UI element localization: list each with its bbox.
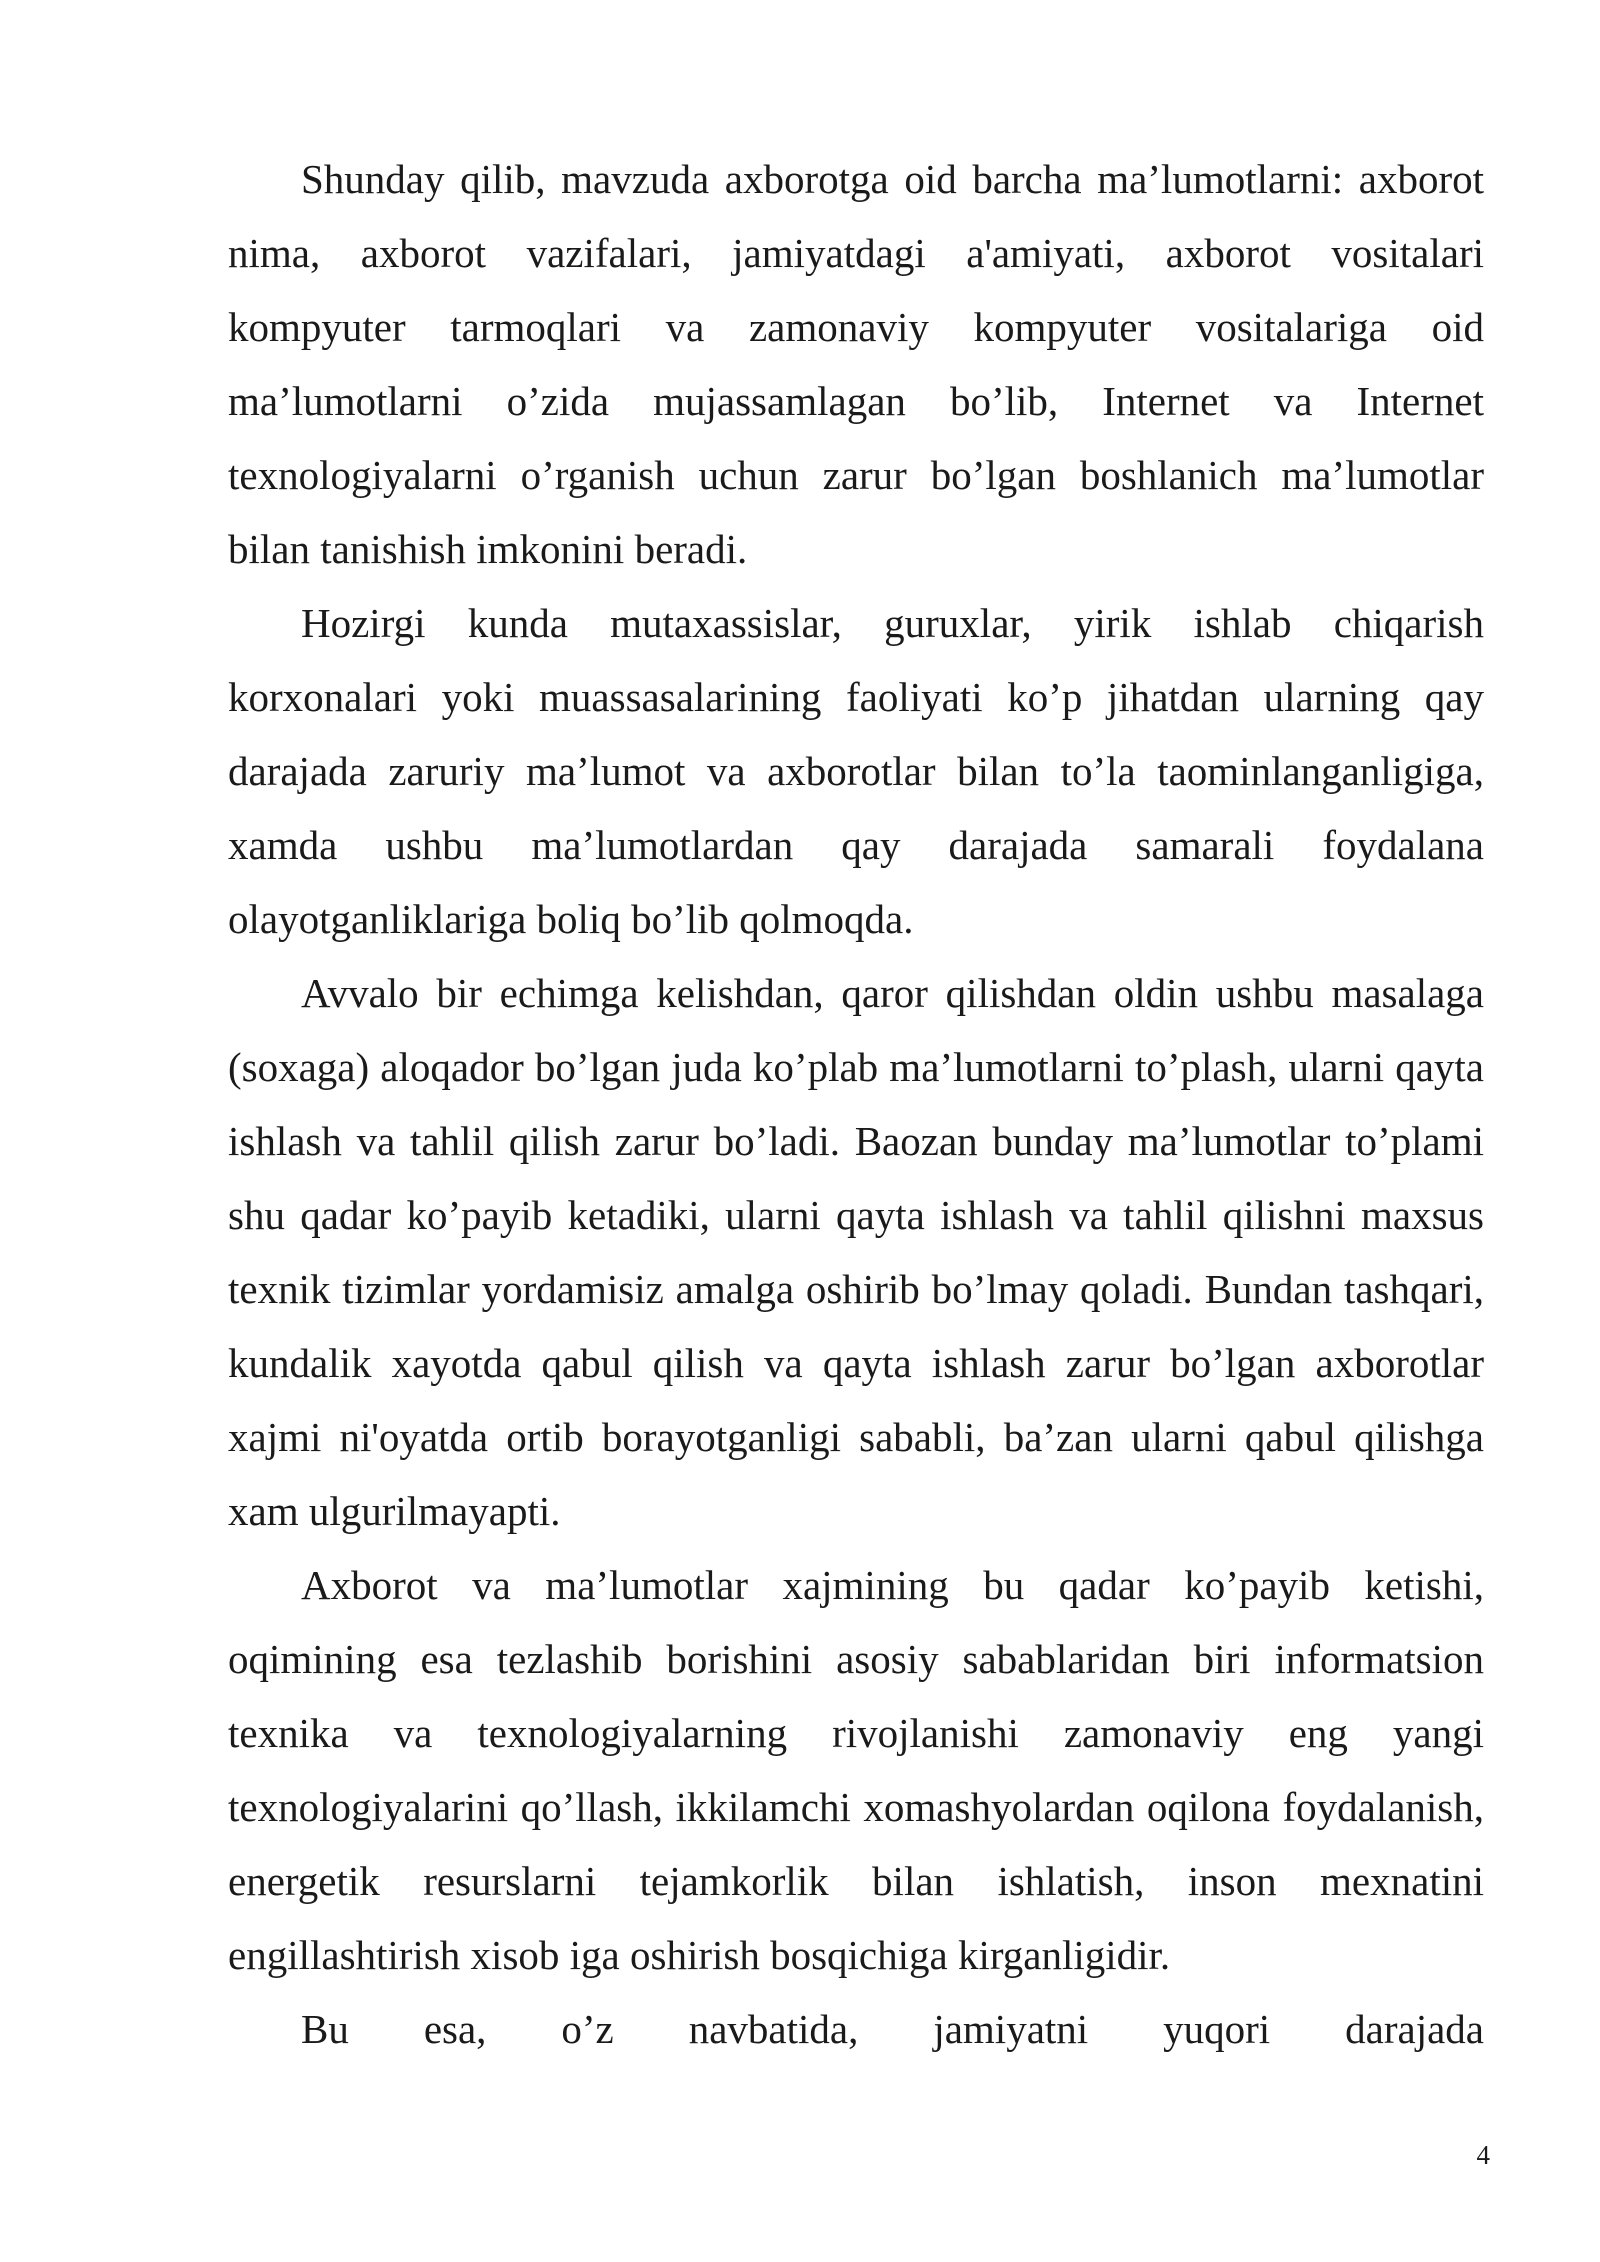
paragraph-1: Shunday qilib, mavzuda axborotga oid barcha ma’lumotlarni: axborot nima, axborot vazifalari, jamiyatdagi a'amiyati, axborot vositalari kompyuter tarmoqlari va zamonaviy kompyuter vositalariga oid ma’lumotlarni o’zida mujassamlagan bo’lib, Internet va Internet texnologiyalarni o’rganish uchun zarur bo’lgan boshlanich ma’lumotlar bilan tanishish imkonini beradi. <box>228 156 1484 572</box>
paragraph-5: Bu esa, o’z navbatida, jamiyatni yuqori darajada <box>301 2006 1484 2052</box>
body-text <box>228 142 1484 2066</box>
page-number: 4 <box>1476 2140 1490 2170</box>
paragraph-4: Axborot va ma’lumotlar xajmining bu qadar ko’payib ketishi, oqimining esa tezlashib borishini asosiy sabablaridan biri informatsion texnika va texnologiyalarning rivojlanishi zamonaviy eng yangi texnologiyalarini qo’llash, ikkilamchi xomashyolardan oqilona foydalanish, energetik resurslarni tejamkorlik bilan ishlatish, inson mexnatini engillashtirish xisob iga oshirish bosqichiga kirganligidir. <box>228 1562 1484 1978</box>
paragraph-2: Hozirgi kunda mutaxassislar, guruxlar, yirik ishlab chiqarish korxonalari yoki muassasalarining faoliyati ko’p jihatdan ularning qay darajada zaruriy ma’lumot va axborotlar bilan to’la taominlanganligiga, xamda ushbu ma’lumotlardan qay darajada samarali foydalana olayotganliklariga boliq bo’lib qolmoqda. <box>228 600 1484 942</box>
paragraph-3: Avvalo bir echimga kelishdan, qaror qilishdan oldin ushbu masalaga (soxaga) aloqador bo’lgan juda ko’plab ma’lumotlarni to’plash, ularni qayta ishlash va tahlil qilish zarur bo’ladi. Baozan bunday ma’lumotlar to’plami shu qadar ko’payib ketadiki, ularni qayta ishlash va tahlil qilishni maxsus texnik tizimlar yordamisiz amalga oshirib bo’lmay qoladi. Bundan tashqari, kundalik xayotda qabul qilish va qayta ishlash zarur bo’lgan axborotlar xajmi ni'oyatda ortib borayotganligi sababli, ba’zan ularni qabul qilishga xam ulgurilmayapti. <box>228 970 1484 1534</box>
